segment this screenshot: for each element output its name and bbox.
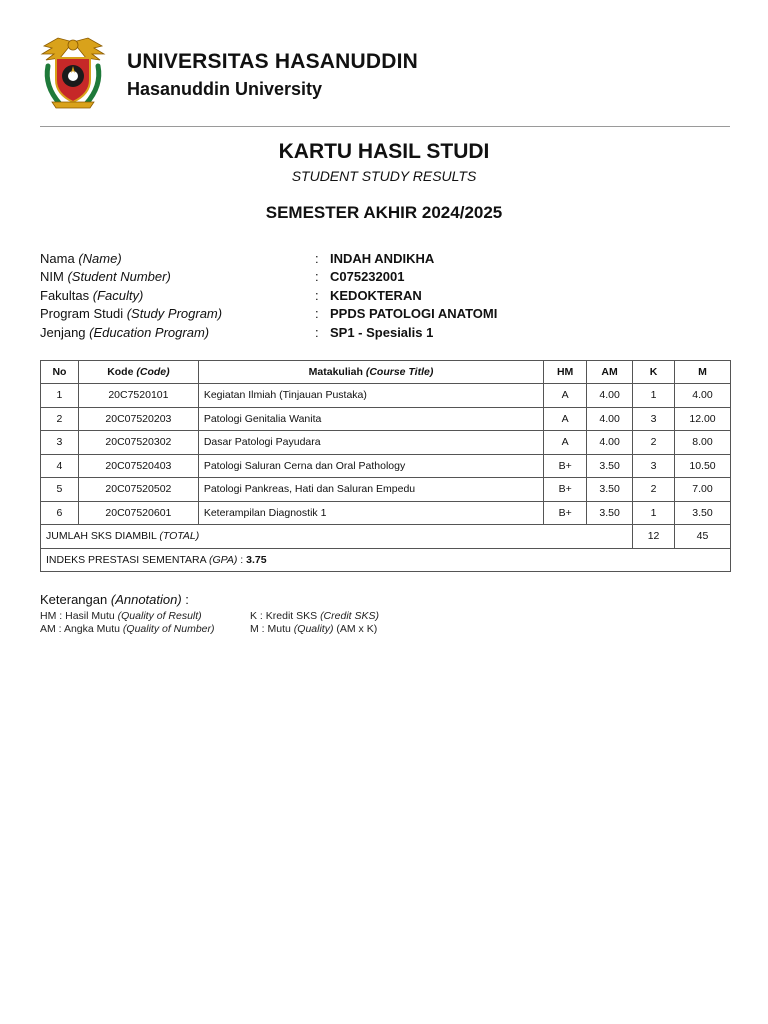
table-row (41, 407, 731, 431)
cell-hm: A (544, 431, 587, 455)
cell-am: 3.50 (587, 454, 633, 478)
table-header-row (41, 361, 731, 384)
gpa-value: 3.75 (246, 553, 267, 566)
cell-course: Patologi Pankreas, Hati dan Saluran Empedu (198, 478, 543, 502)
info-row-faculty (40, 286, 730, 305)
table-row (41, 384, 731, 408)
header-k: K (633, 361, 675, 384)
cell-hm: B+ (544, 454, 587, 478)
cell-course: Patologi Genitalia Wanita (198, 407, 543, 431)
cell-course: Dasar Patologi Payudara (198, 431, 543, 455)
cell-code: 20C7520101 (78, 384, 198, 408)
cell-m: 3.50 (675, 501, 731, 525)
student-number-value: C075232001 (330, 269, 405, 285)
cell-code: 20C07520502 (78, 478, 198, 502)
cell-k: 3 (633, 454, 675, 478)
total-row (41, 525, 731, 549)
info-row-study-program (40, 305, 730, 324)
info-colon: : (315, 287, 319, 303)
cell-m: 4.00 (675, 384, 731, 408)
cell-m: 12.00 (675, 407, 731, 431)
info-row-education-program (40, 323, 730, 342)
study-program-value: PPDS PATOLOGI ANATOMI (330, 306, 498, 322)
info-label: Jenjang (Education Program) (40, 324, 210, 340)
header-divider (40, 126, 730, 127)
cell-am: 4.00 (587, 431, 633, 455)
total-label: JUMLAH SKS DIAMBIL (TOTAL) (41, 525, 633, 549)
results-table (40, 360, 731, 572)
table-row (41, 478, 731, 502)
cell-am: 4.00 (587, 407, 633, 431)
cell-no: 3 (41, 431, 79, 455)
info-label: Program Studi (Study Program) (40, 306, 223, 322)
cell-am: 3.50 (587, 478, 633, 502)
header-m: M (675, 361, 731, 384)
cell-hm: B+ (544, 478, 587, 502)
cell-course: Patologi Saluran Cerna dan Oral Pathology (198, 454, 543, 478)
header-hm: HM (544, 361, 587, 384)
cell-code: 20C07520302 (78, 431, 198, 455)
cell-k: 3 (633, 407, 675, 431)
header-am: AM (587, 361, 633, 384)
cell-no: 6 (41, 501, 79, 525)
info-label: NIM (Student Number) (40, 269, 171, 285)
info-colon: : (315, 324, 319, 340)
annotation-item: M : Mutu (Quality) (AM x K) (250, 623, 378, 635)
cell-hm: A (544, 407, 587, 431)
cell-hm: A (544, 384, 587, 408)
cell-code: 20C07520203 (78, 407, 198, 431)
cell-m: 10.50 (675, 454, 731, 478)
cell-k: 2 (633, 478, 675, 502)
total-k: 12 (633, 525, 675, 549)
info-label: Fakultas (Faculty) (40, 287, 144, 303)
document-title: KARTU HASIL STUDI (278, 140, 490, 163)
education-program-value: SP1 - Spesialis 1 (330, 324, 434, 340)
document-subtitle: STUDENT STUDY RESULTS (291, 168, 477, 184)
cell-code: 20C07520403 (78, 454, 198, 478)
semester-title: SEMESTER AKHIR 2024/2025 (265, 203, 503, 222)
table-row (41, 431, 731, 455)
table-row (41, 454, 731, 478)
gpa-cell: INDEKS PRESTASI SEMENTARA (GPA) : 3.75 (41, 548, 731, 572)
info-row-nim (40, 268, 730, 287)
cell-no: 5 (41, 478, 79, 502)
cell-am: 4.00 (587, 384, 633, 408)
cell-code: 20C07520601 (78, 501, 198, 525)
gpa-row (41, 548, 731, 572)
annotation-item: AM : Angka Mutu (Quality of Number) (40, 623, 215, 635)
student-name-value: INDAH ANDIKHA (330, 250, 435, 266)
cell-no: 4 (41, 454, 79, 478)
cell-course: Kegiatan Ilmiah (Tinjauan Pustaka) (198, 384, 543, 408)
cell-m: 8.00 (675, 431, 731, 455)
cell-no: 2 (41, 407, 79, 431)
cell-hm: B+ (544, 501, 587, 525)
header-no: No (41, 361, 79, 384)
faculty-value: KEDOKTERAN (330, 287, 422, 303)
table-row (41, 501, 731, 525)
annotation-item: K : Kredit SKS (Credit SKS) (250, 610, 379, 622)
student-info (40, 249, 730, 342)
annotation-item: HM : Hasil Mutu (Quality of Result) (40, 610, 202, 622)
total-m: 45 (675, 525, 731, 549)
university-logo (38, 36, 108, 112)
annotation-title: Keterangan (Annotation) : (40, 592, 189, 607)
header-course: Matakuliah (Course Title) (198, 361, 543, 384)
annotation-legend (40, 610, 450, 635)
cell-m: 7.00 (675, 478, 731, 502)
cell-k: 1 (633, 384, 675, 408)
cell-k: 2 (633, 431, 675, 455)
university-name-en: Hasanuddin University (127, 79, 323, 99)
info-label: Nama (Name) (40, 250, 122, 266)
cell-course: Keterampilan Diagnostik 1 (198, 501, 543, 525)
university-name: UNIVERSITAS HASANUDDIN (127, 50, 419, 73)
header-code: Kode (Code) (78, 361, 198, 384)
info-colon: : (315, 269, 319, 285)
cell-no: 1 (41, 384, 79, 408)
info-colon: : (315, 250, 319, 266)
info-row-name (40, 249, 730, 268)
cell-k: 1 (633, 501, 675, 525)
cell-am: 3.50 (587, 501, 633, 525)
annotation-section (40, 592, 450, 635)
info-colon: : (315, 306, 319, 322)
